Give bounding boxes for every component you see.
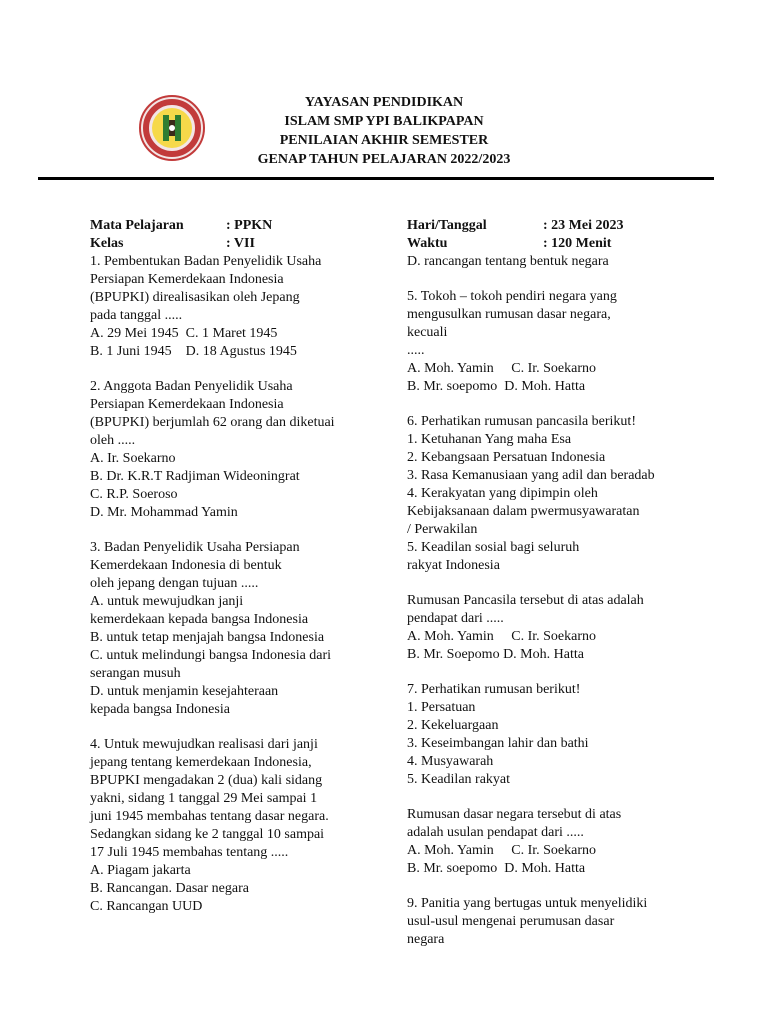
meta-key: Hari/Tanggal — [407, 218, 487, 233]
text-line: pendapat dari ..... — [407, 611, 504, 626]
text-line: B. Mr. soepomo D. Moh. Hatta — [407, 379, 586, 394]
text-line: Persiapan Kemerdekaan Indonesia — [90, 272, 284, 287]
text-line: adalah usulan pendapat dari ..... — [407, 825, 584, 840]
right-column — [407, 217, 707, 949]
header-divider — [38, 177, 714, 180]
text-line: rakyat Indonesia — [407, 558, 500, 573]
text-line: 1. Ketuhanan Yang maha Esa — [407, 432, 572, 447]
meta-subject — [90, 217, 390, 235]
text-line: 5. Tokoh – tokoh pendiri negara yang — [407, 289, 617, 304]
line-gap — [90, 361, 390, 378]
text-line: A. Moh. Yamin C. Ir. Soekarno — [407, 843, 597, 858]
line-gap — [90, 719, 390, 736]
line-gap — [407, 664, 707, 681]
meta-value: : 120 Menit — [543, 236, 612, 251]
text-line: 5. Keadilan sosial bagi seluruh — [407, 540, 580, 555]
text-line: Kebijaksanaan dalam pwermusyawaratan — [407, 504, 640, 519]
text-line: D. Mr. Mohammad Yamin — [90, 505, 238, 520]
text-line: 6. Perhatikan rumusan pancasila berikut! — [407, 414, 636, 429]
school-emblem-icon — [134, 95, 210, 161]
exam-header — [200, 93, 568, 169]
text-line: C. Rancangan UUD — [90, 899, 203, 914]
school-name: ISLAM SMP YPI BALIKPAPAN — [284, 114, 484, 129]
text-line: Rumusan Pancasila tersebut di atas adalah — [407, 593, 644, 608]
text-line: B. 1 Juni 1945 D. 18 Agustus 1945 — [90, 344, 297, 359]
text-line: (BPUPKI) berjumlah 62 orang dan diketuai — [90, 415, 335, 430]
text-line: A. Moh. Yamin C. Ir. Soekarno — [407, 361, 597, 376]
text-line: kepada bangsa Indonesia — [90, 702, 230, 717]
line-gap — [407, 271, 707, 288]
text-line: kecuali — [407, 325, 448, 340]
text-line: Kemerdekaan Indonesia di bentuk — [90, 558, 282, 573]
text-line: 3. Keseimbangan lahir dan bathi — [407, 736, 589, 751]
text-line: 4. Musyawarah — [407, 754, 494, 769]
meta-value: : 23 Mei 2023 — [543, 218, 624, 233]
text-line: oleh jepang dengan tujuan ..... — [90, 576, 259, 591]
text-line: Persiapan Kemerdekaan Indonesia — [90, 397, 284, 412]
text-line: B. Mr. soepomo D. Moh. Hatta — [407, 861, 586, 876]
meta-class — [90, 235, 390, 253]
text-line: 1. Persatuan — [407, 700, 476, 715]
text-line: 4. Untuk mewujudkan realisasi dari janji — [90, 737, 318, 752]
meta-key: Mata Pelajaran — [90, 218, 184, 233]
text-line: B. Rancangan. Dasar negara — [90, 881, 249, 896]
text-line: Rumusan dasar negara tersebut di atas — [407, 807, 622, 822]
text-line: jepang tentang kemerdekaan Indonesia, — [90, 755, 312, 770]
text-line: 2. Anggota Badan Penyelidik Usaha — [90, 379, 293, 394]
academic-year: GENAP TAHUN PELAJARAN 2022/2023 — [257, 152, 511, 167]
text-line: A. Moh. Yamin C. Ir. Soekarno — [407, 629, 597, 644]
line-gap — [407, 575, 707, 592]
text-line: yakni, sidang 1 tanggal 29 Mei sampai 1 — [90, 791, 318, 806]
text-line: 9. Panitia yang bertugas untuk menyelidiki — [407, 896, 648, 911]
text-line: 17 Juli 1945 membahas tentang ..... — [90, 845, 289, 860]
text-line: usul-usul mengenai perumusan dasar — [407, 914, 615, 929]
text-line: 7. Perhatikan rumusan berikut! — [407, 682, 581, 697]
text-line: B. Mr. Soepomo D. Moh. Hatta — [407, 647, 584, 662]
right-questions — [407, 253, 707, 949]
text-line: negara — [407, 932, 445, 947]
text-line: ..... — [407, 343, 425, 358]
meta-key: Waktu — [407, 236, 448, 251]
line-gap — [407, 878, 707, 895]
meta-value: : PPKN — [226, 218, 273, 233]
text-line: (BPUPKI) direalisasikan oleh Jepang — [90, 290, 300, 305]
text-line: C. R.P. Soeroso — [90, 487, 178, 502]
meta-date — [407, 217, 707, 235]
text-line: 3. Rasa Kemanusiaan yang adil dan beradab — [407, 468, 655, 483]
meta-key: Kelas — [90, 236, 124, 251]
foundation-name: YAYASAN PENDIDIKAN — [304, 95, 464, 110]
text-line: serangan musuh — [90, 666, 181, 681]
text-line: 3. Badan Penyelidik Usaha Persiapan — [90, 540, 300, 555]
text-line: A. untuk mewujudkan janji — [90, 594, 244, 609]
exam-title: PENILAIAN AKHIR SEMESTER — [279, 133, 489, 148]
text-line: Sedangkan sidang ke 2 tanggal 10 sampai — [90, 827, 325, 842]
left-questions — [90, 253, 390, 916]
text-line: A. Piagam jakarta — [90, 863, 191, 878]
text-line: / Perwakilan — [407, 522, 478, 537]
text-line: 2. Kekeluargaan — [407, 718, 499, 733]
text-line: mengusulkan rumusan dasar negara, — [407, 307, 611, 322]
text-line: juni 1945 membahas tentang dasar negara. — [90, 809, 329, 824]
text-line: 2. Kebangsaan Persatuan Indonesia — [407, 450, 606, 465]
text-line: A. 29 Mei 1945 C. 1 Maret 1945 — [90, 326, 278, 341]
text-line: BPUPKI mengadakan 2 (dua) kali sidang — [90, 773, 323, 788]
text-line: pada tanggal ..... — [90, 308, 183, 323]
text-line: kemerdekaan kepada bangsa Indonesia — [90, 612, 309, 627]
text-line: D. untuk menjamin kesejahteraan — [90, 684, 279, 699]
left-column — [90, 217, 390, 916]
text-line: 1. Pembentukan Badan Penyelidik Usaha — [90, 254, 322, 269]
text-line: B. untuk tetap menjajah bangsa Indonesia — [90, 630, 325, 645]
line-gap — [90, 522, 390, 539]
text-line: 4. Kerakyatan yang dipimpin oleh — [407, 486, 598, 501]
text-line: 5. Keadilan rakyat — [407, 772, 511, 787]
line-gap — [407, 789, 707, 806]
meta-value: : VII — [226, 236, 255, 251]
text-line: C. untuk melindungi bangsa Indonesia dari — [90, 648, 332, 663]
text-line: A. Ir. Soekarno — [90, 451, 176, 466]
text-line: oleh ..... — [90, 433, 136, 448]
meta-time — [407, 235, 707, 253]
text-line: B. Dr. K.R.T Radjiman Wideoningrat — [90, 469, 300, 484]
text-line: D. rancangan tentang bentuk negara — [407, 254, 609, 269]
line-gap — [407, 396, 707, 413]
